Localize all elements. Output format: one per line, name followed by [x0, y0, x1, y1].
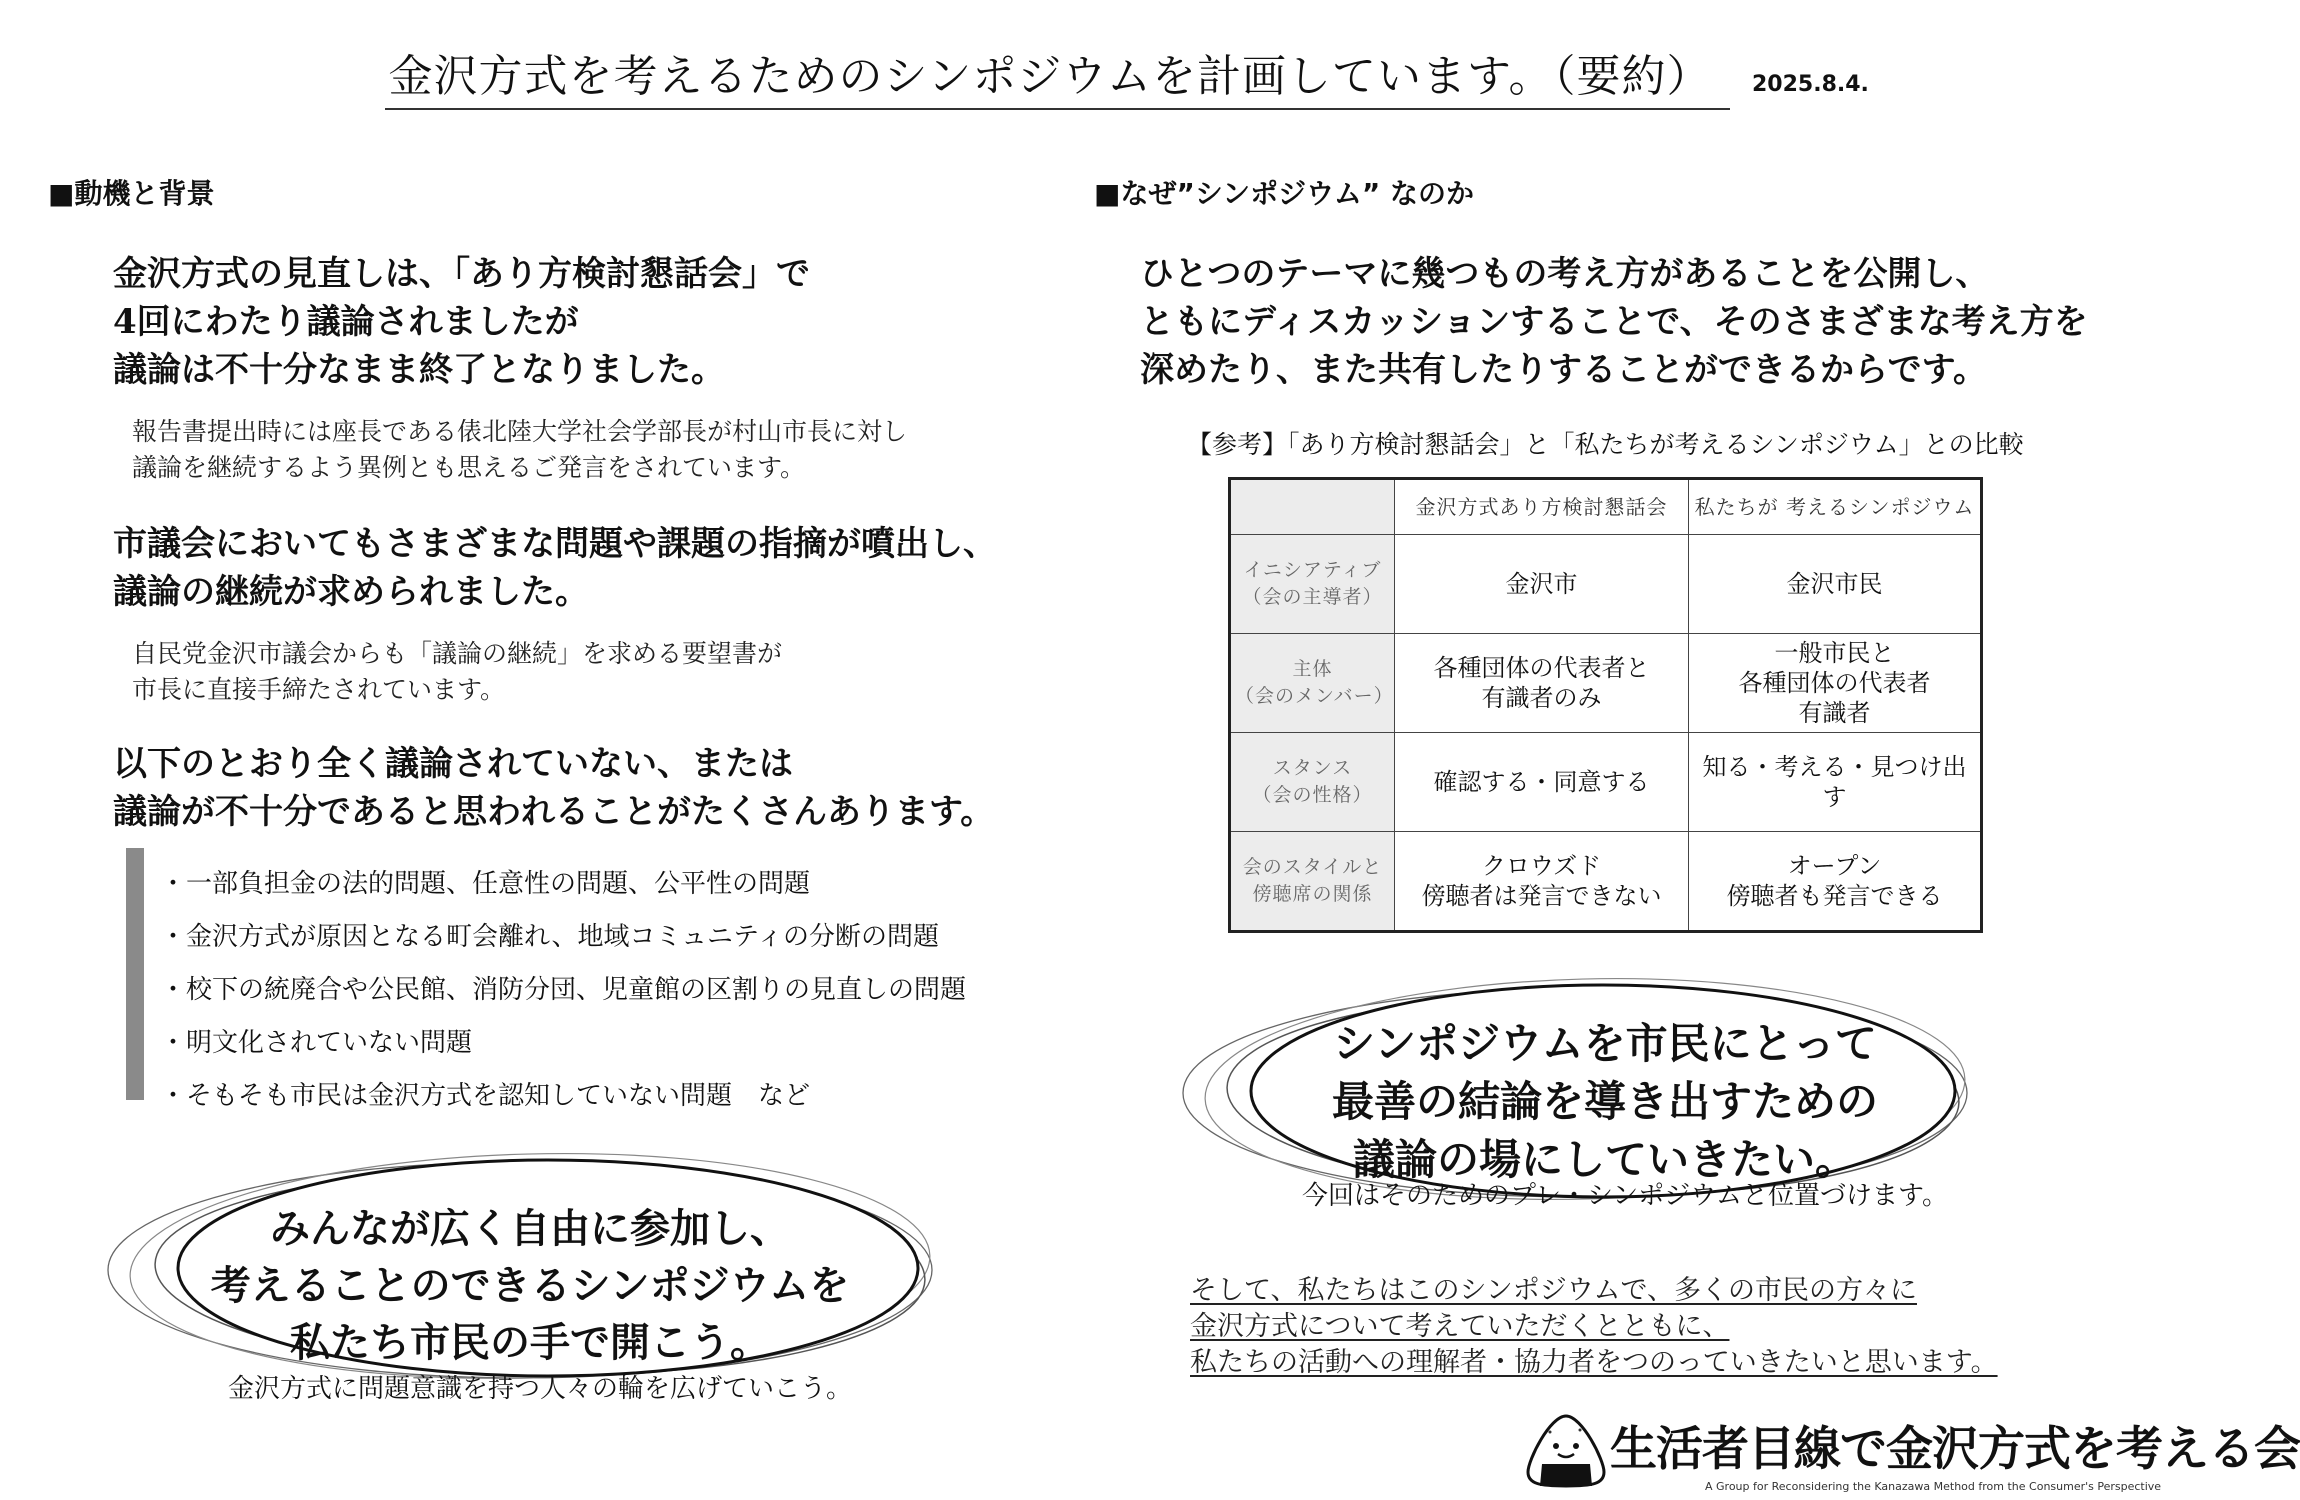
callout-line: 議論の場にしていきたい。 [1352, 1135, 1857, 1184]
cell-line: 有識者 [1798, 699, 1871, 727]
title-underline [385, 108, 1730, 110]
closing-paragraph [1190, 1273, 1998, 1381]
row-header [1230, 535, 1395, 634]
cell-line: 傍聴者も発言できる [1726, 882, 1943, 910]
issue-list-bar [126, 848, 144, 1100]
table-header-row [1230, 479, 1982, 535]
organization-name: 生活者目線で金沢方式を考える会 [1610, 1422, 2300, 1477]
table-caption: 【参考】「あり方検討懇話会」と「私たちが考えるシンポジウム」との比較 [1187, 430, 2024, 459]
row-header [1230, 733, 1395, 832]
row-header-line: イニシアティブ [1243, 559, 1382, 581]
table-corner-cell [1230, 479, 1395, 535]
document-date: 2025.8.4. [1752, 72, 1869, 97]
table-cell [1395, 733, 1689, 832]
cell-line: 有識者のみ [1481, 684, 1602, 712]
list-item: ・そもそも市民は金沢方式を認知していない問題 など [160, 1081, 811, 1111]
lead-line: 深めたり、また共有したりすることができるからです。 [1140, 350, 1987, 390]
callout-line: 最善の結論を導き出すための [1331, 1077, 1878, 1126]
table-row [1230, 832, 1982, 932]
row-header-line: （会のメンバー） [1235, 685, 1394, 707]
lead-line: ともにディスカッションすることで、そのさまざまな考え方を [1140, 302, 2088, 342]
callout-line: 私たち市民の手で開こう。 [290, 1320, 770, 1366]
callout-text [200, 1201, 860, 1372]
lead-line: 議論の継続が求められました。 [113, 572, 589, 612]
row-header-line: 会のスタイルと [1242, 856, 1383, 878]
note-paragraph-2 [132, 636, 782, 708]
callout-line: 考えることのできるシンポジウムを [210, 1263, 850, 1309]
callout-subtext: 金沢方式に問題意識を持つ人々の輪を広げていこう。 [227, 1374, 852, 1404]
note-line: 自民党金沢市議会からも「議論の継続」を求める要望書が [132, 639, 783, 668]
comparison-table [1228, 477, 1983, 933]
cell-line: オープン [1787, 852, 1882, 880]
note-line: 報告書提出時には座長である俵北陸大学社会学部長が村山市長に対し [132, 417, 908, 446]
lead-line: 4回にわたり議論されましたが [113, 302, 579, 342]
list-item: ・一部負担金の法的問題、任意性の問題、公平性の問題 [160, 869, 811, 899]
table-cell [1689, 535, 1982, 634]
list-item: ・明文化されていない問題 [160, 1028, 473, 1058]
lead-line: 議論は不十分なまま終了となりました。 [113, 350, 725, 390]
cell-line: 金沢市民 [1786, 570, 1883, 598]
table-row [1230, 634, 1982, 733]
list-item: ・金沢方式が原因となる町会離れ、地域コミュニティの分断の問題 [160, 922, 939, 952]
list-item: ・校下の統廃合や公民館、消防分団、児童館の区割りの見直しの問題 [160, 975, 967, 1005]
lead-paragraph-1 [113, 250, 810, 394]
row-header [1230, 832, 1395, 932]
cell-line: 知る・考える・見つけ出す [1702, 753, 1967, 811]
note-line: 市長に直接手締たされています。 [132, 675, 506, 704]
lead-line: 金沢方式の見直しは、「あり方検討懇話会」で [113, 254, 810, 294]
organization-subtitle: A Group for Reconsidering the Kanazawa Method from the Consumer's Perspective [1705, 1480, 2162, 1493]
table-cell [1689, 634, 1982, 733]
cell-line: 各種団体の代表者と [1433, 654, 1650, 682]
closing-line: 金沢方式について考えていただくとともに、 [1190, 1311, 1730, 1342]
row-header-line: （会の性格） [1252, 784, 1373, 806]
row-header [1230, 634, 1395, 733]
table-cell [1395, 535, 1689, 634]
section-heading-background: ■動機と背景 [48, 177, 215, 210]
lead-line: ひとつのテーマに幾つもの考え方があることを公開し、 [1140, 254, 1990, 294]
callout-right [1175, 975, 1995, 1225]
callout-subtext: 今回はそのためのプレ・シンポジウムと位置づけます。 [1302, 1181, 1948, 1211]
row-header-line: 主体 [1292, 658, 1333, 680]
issue-list [160, 858, 966, 1123]
note-line: 議論を継続するよう異例とも思えるご発言をされています。 [132, 453, 806, 482]
lead-line: 議論が不十分であると思われることがたくさんあります。 [113, 792, 995, 832]
row-header-line: （会の主導者） [1242, 586, 1383, 608]
callout-line: みんなが広く自由に参加し、 [270, 1206, 790, 1252]
lead-line: 市議会においてもさまざまな問題や課題の指摘が噴出し、 [113, 524, 997, 564]
cell-line: 一般市民と [1774, 639, 1895, 667]
section-heading-why: ■なぜ”シンポジウム” なのか [1094, 177, 1475, 210]
closing-line: そして、私たちはこのシンポジウムで、多くの市民の方々に [1190, 1275, 1917, 1306]
table-cell [1689, 832, 1982, 932]
callout-text [1265, 1015, 1945, 1189]
lead-paragraph-3 [113, 740, 994, 836]
table-row [1230, 535, 1982, 634]
cell-line: クロウズド [1481, 852, 1602, 880]
lead-paragraph-why [1140, 250, 2088, 394]
table-cell [1689, 733, 1982, 832]
closing-line: 私たちの活動への理解者・協力者をつのっていきたいと思います。 [1190, 1347, 1998, 1378]
callout-line: シンポジウムを市民にとって [1333, 1019, 1877, 1068]
note-paragraph-1 [132, 414, 907, 486]
lead-line: 以下のとおり全く議論されていない、または [113, 744, 793, 784]
callout-left [100, 1148, 960, 1404]
row-header-line: 傍聴席の関係 [1252, 883, 1373, 905]
onigiri-logo-icon [1520, 1410, 1612, 1490]
page-title: 金沢方式を考えるためのシンポジウムを計画しています。（要約） [388, 51, 1712, 102]
table-cell [1395, 832, 1689, 932]
lead-paragraph-2 [113, 520, 997, 616]
table-row [1230, 733, 1982, 832]
cell-line: 傍聴者は発言できない [1421, 882, 1662, 910]
row-header-line: スタンス [1272, 757, 1353, 779]
cell-line: 各種団体の代表者 [1738, 669, 1931, 697]
column-header: 私たちが 考えるシンポジウム [1689, 479, 1982, 535]
column-header: 金沢方式あり方検討懇話会 [1395, 479, 1689, 535]
table-cell [1395, 634, 1689, 733]
cell-line: 確認する・同意する [1433, 768, 1650, 796]
cell-line: 金沢市 [1505, 570, 1578, 598]
